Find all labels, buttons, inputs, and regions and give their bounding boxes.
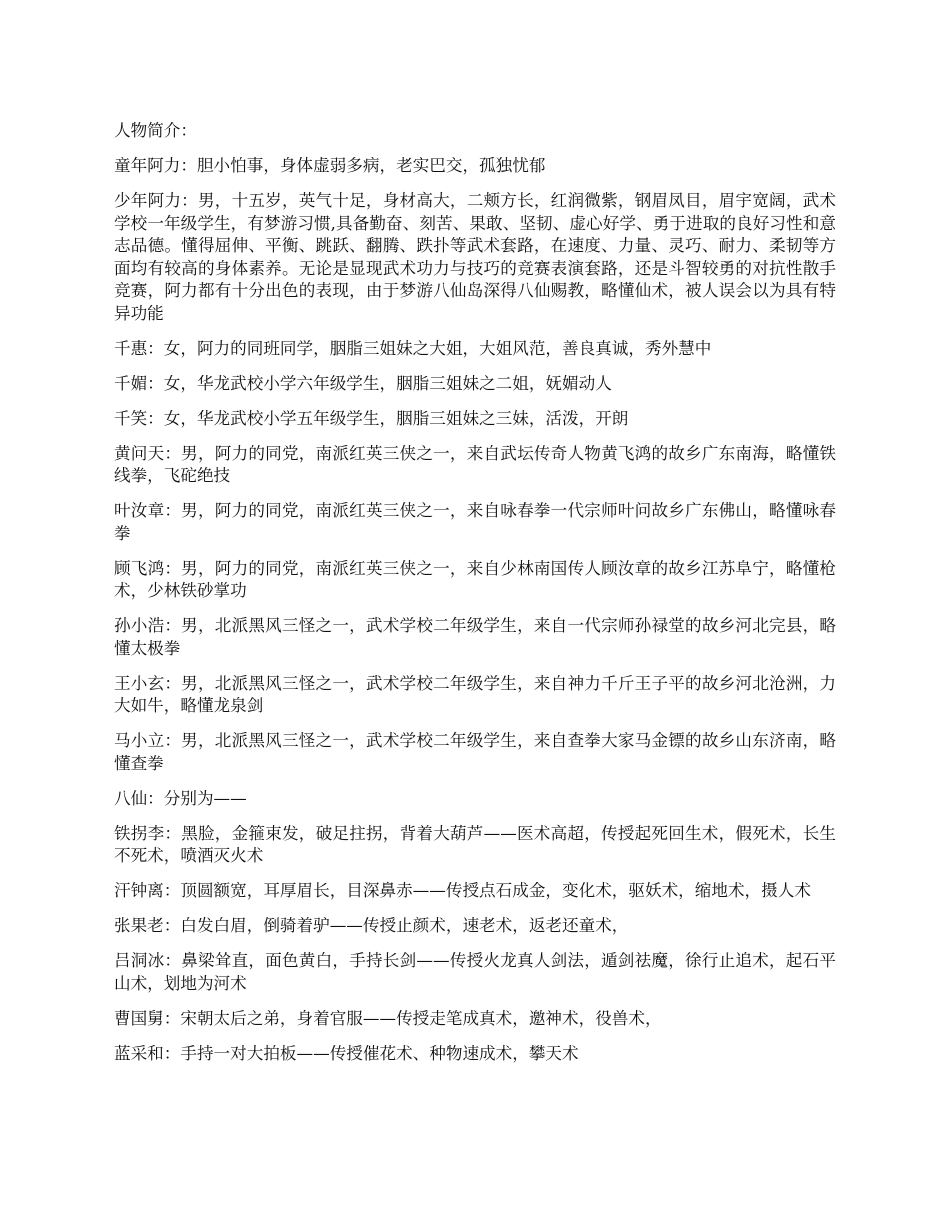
character-entry: 少年阿力：男，十五岁，英气十足，身材高大，二颊方长，红润微紫，钢眉凤目，眉宇宽阔，武术学校一年级学生，有梦游习惯,具备勤奋、刻苦、果敢、坚韧、虚心好学、勇于进取的良好习性和意志品德。懂得屈伸、平衡、跳跃、翻腾、跌扑等武术套路，在速度、力量、灵巧、耐力、柔韧等方面均有较高的身体素养。无论是显现武术功力与技巧的竞赛表演套路，还是斗智较勇的对抗性散手竞赛，阿力都有十分出色的表现，由于梦游八仙岛深得八仙赐教，略懂仙术，被人误会以为具有特异功能 <box>114 191 836 323</box>
character-entry: 马小立：男，北派黑风三怪之一，武术学校二年级学生，来自查拳大家马金镖的故乡山东济南，略懂查拳 <box>114 731 836 773</box>
immortal-entry: 张果老：白发白眉，倒骑着驴——传授止颜术，速老术，返老还童术， <box>114 916 629 935</box>
character-entry: 千笑：女，华龙武校小学五年级学生，胭脂三姐妹之三妹，活泼，开朗 <box>114 408 629 428</box>
document-page <box>114 120 836 1078</box>
character-entry: 千惠：女，阿力的同班同学，胭脂三姐妹之大姐，大姐风范，善良真诚，秀外慧中 <box>114 338 712 358</box>
subsection-heading: 八仙：分别为—— <box>114 788 247 808</box>
immortal-entry: 曹国舅：宋朝太后之弟，身着官服——传授走笔成真术，邀神术，役兽术， <box>114 1008 662 1028</box>
character-entry: 孙小浩：男，北派黑风三怪之一，武术学校二年级学生，来自一代宗师孙禄堂的故乡河北完县，略懂太极拳 <box>114 616 836 658</box>
immortal-entry: 蓝采和：手持一对大拍板——传授催花术、种物速成术，攀天术 <box>114 1043 579 1063</box>
character-entry: 童年阿力：胆小怕事，身体虚弱多病，老实巴交，孤独忧郁 <box>114 156 546 175</box>
immortal-entry: 吕洞冰：鼻梁耸直，面色黄白，手持长剑——传授火龙真人剑法，遁剑祛魔，徐行止追术，起石平山术，划地为河术 <box>114 951 836 993</box>
character-entry: 王小玄：男，北派黑风三怪之一，武术学校二年级学生，来自神力千斤王子平的故乡河北沧洲，力大如牛，略懂龙泉剑 <box>114 673 836 715</box>
immortal-entry: 铁拐李：黑脸，金箍束发，破足拄拐，背着大葫芦——医术高超，传授起死回生术，假死术，长生不死术，喷酒灭火术 <box>114 823 836 865</box>
character-entry: 黄问天：男，阿力的同党，南派红英三侠之一，来自武坛传奇人物黄飞鸿的故乡广东南海，略懂铁线拳，飞砣绝技 <box>114 443 836 485</box>
character-entry: 千媚：女，华龙武校小学六年级学生，胭脂三姐妹之二姐，妩媚动人 <box>114 373 612 393</box>
character-entry: 叶汝章：男，阿力的同党，南派红英三侠之一，来自咏春拳一代宗师叶问故乡广东佛山，略懂咏春拳 <box>114 501 836 543</box>
immortal-entry: 汗钟离：顶圆额宽，耳厚眉长，目深鼻赤——传授点石成金，变化术，驱妖术，缩地术，摄人术 <box>114 881 811 900</box>
section-heading: 人物简介： <box>114 121 197 140</box>
character-entry: 顾飞鸿：男，阿力的同党，南派红英三侠之一，来自少林南国传人顾汝章的故乡江苏阜宁，略懂枪术，少林铁砂掌功 <box>114 558 836 600</box>
